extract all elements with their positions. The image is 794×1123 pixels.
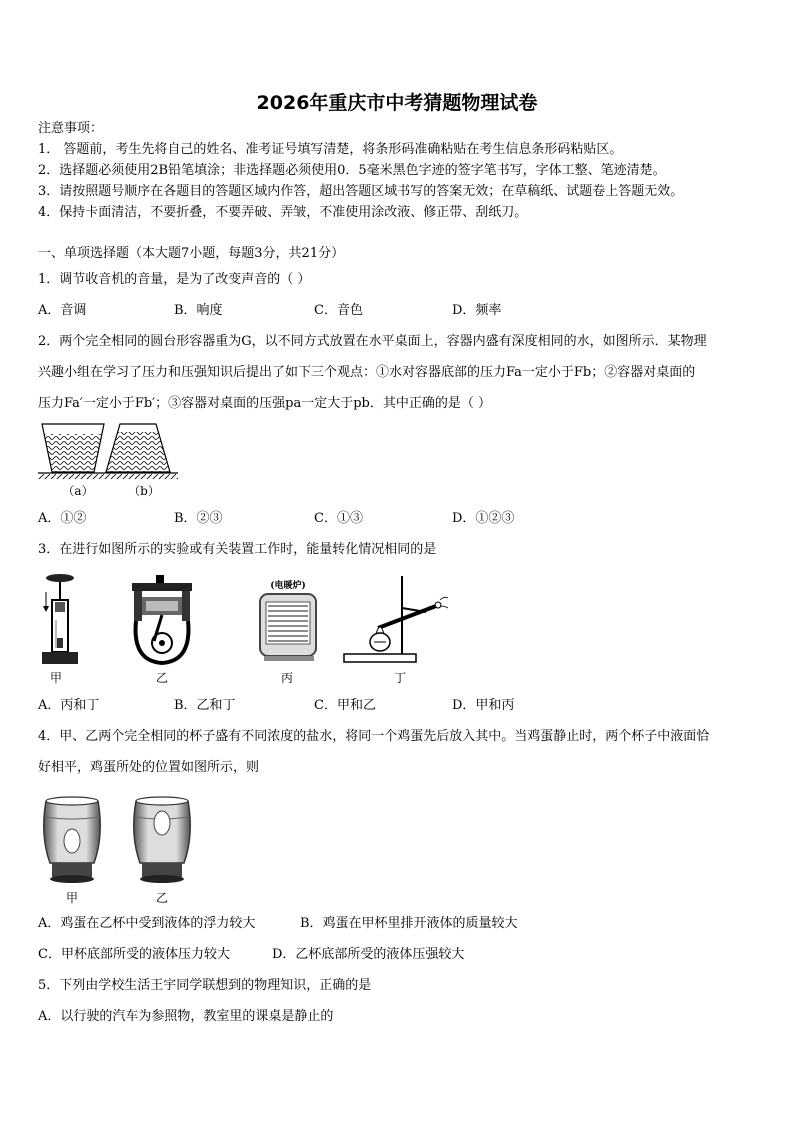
q3-figure-jia	[38, 572, 78, 668]
q3-figure-yi	[126, 575, 198, 667]
question-2-line3: 压力Fa′一定小于Fb′；③容器对桌面的压强pa一定大于pb．其中正确的是（ ）	[38, 396, 491, 411]
q2-option-b: B．②③	[174, 511, 223, 526]
q2-figure-a-label: （a）	[62, 484, 94, 498]
q2-option-a: A．①②	[38, 511, 87, 526]
q4-option-c: C．甲杯底部所受的液体压力较大	[38, 947, 230, 962]
notice-item: 2．选择题必须使用2B铅笔填涂；非选择题必须使用0．5毫米黑色字迹的签字笔书写，字体工整、笔迹清楚。	[38, 163, 666, 178]
section-heading: 一、单项选择题（本大题7小题，每题3分，共21分）	[38, 246, 345, 261]
q3-figure-ding	[340, 572, 450, 664]
q2-figure-b-label: （b）	[128, 484, 160, 498]
question-4-line2: 好相平，鸡蛋所处的位置如图所示，则	[38, 760, 260, 775]
question-5-stem: 5．下列由学校生活王宇同学联想到的物理知识，正确的是	[38, 978, 372, 993]
q3-option-a: A．丙和丁	[38, 698, 100, 713]
q3-option-b: B．乙和丁	[174, 698, 236, 713]
q3-caption-jia: 甲	[49, 671, 62, 685]
notice-item: 3．请按照题号顺序在各题目的答题区域内作答，超出答题区域书写的答案无效；在草稿纸、试题卷上答题无效。	[38, 184, 684, 199]
q3-caption-yi: 乙	[155, 671, 168, 685]
q1-option-a: A．音调	[38, 303, 87, 318]
q3-caption-bing: 丙	[280, 671, 293, 685]
q2-option-d: D．①②③	[452, 511, 515, 526]
q1-option-d: D．频率	[452, 303, 502, 318]
q1-option-b: B．响度	[174, 303, 223, 318]
question-2-line2: 兴趣小组在学习了压力和压强知识后提出了如下三个观点：①水对容器底部的压力Fa一定小于Fb；②容器对桌面的	[38, 365, 696, 380]
q4-option-a: A．鸡蛋在乙杯中受到液体的浮力较大	[38, 916, 256, 931]
q5-option-a: A．以行驶的汽车为参照物，教室里的课桌是静止的	[38, 1009, 334, 1024]
q3-option-d: D．甲和丙	[452, 698, 515, 713]
q4-option-b: B．鸡蛋在甲杯里排开液体的质量较大	[300, 916, 518, 931]
notice-item: 1． 答题前，考生先将自己的姓名、准考证号填写清楚，将条形码准确粘贴在考生信息条形码粘贴区。	[38, 142, 623, 157]
q3-option-c: C．甲和乙	[314, 698, 376, 713]
q4-figure-cups	[38, 795, 198, 887]
q4-caption-yi: 乙	[155, 891, 168, 905]
page-title: 2026年重庆市中考猜题物理试卷	[256, 92, 538, 114]
notice-heading: 注意事项：	[38, 121, 104, 136]
question-1-stem: 1．调节收音机的音量，是为了改变声音的（ ）	[38, 272, 311, 287]
q2-option-c: C．①③	[314, 511, 363, 526]
q3-figure-bing	[258, 592, 320, 664]
q3-heater-label: (电暖炉)	[270, 581, 306, 591]
notice-item: 4．保持卡面清洁，不要折叠，不要弄破、弄皱，不准使用涂改液、修正带、刮纸刀。	[38, 205, 528, 220]
question-4-line1: 4．甲、乙两个完全相同的杯子盛有不同浓度的盐水，将同一个鸡蛋先后放入其中。当鸡蛋静止时，两个杯子中液面恰	[38, 729, 710, 744]
question-3-stem: 3．在进行如图所示的实验或有关装置工作时，能量转化情况相同的是	[38, 542, 437, 557]
question-2-line1: 2．两个完全相同的圆台形容器重为G，以不同方式放置在水平桌面上，容器内盛有深度相同的水，如图所示．某物理	[38, 334, 707, 349]
q4-option-d: D．乙杯底部所受的液体压强较大	[272, 947, 465, 962]
q1-option-c: C．音色	[314, 303, 363, 318]
q3-caption-ding: 丁	[393, 671, 406, 685]
q4-caption-jia: 甲	[65, 891, 78, 905]
